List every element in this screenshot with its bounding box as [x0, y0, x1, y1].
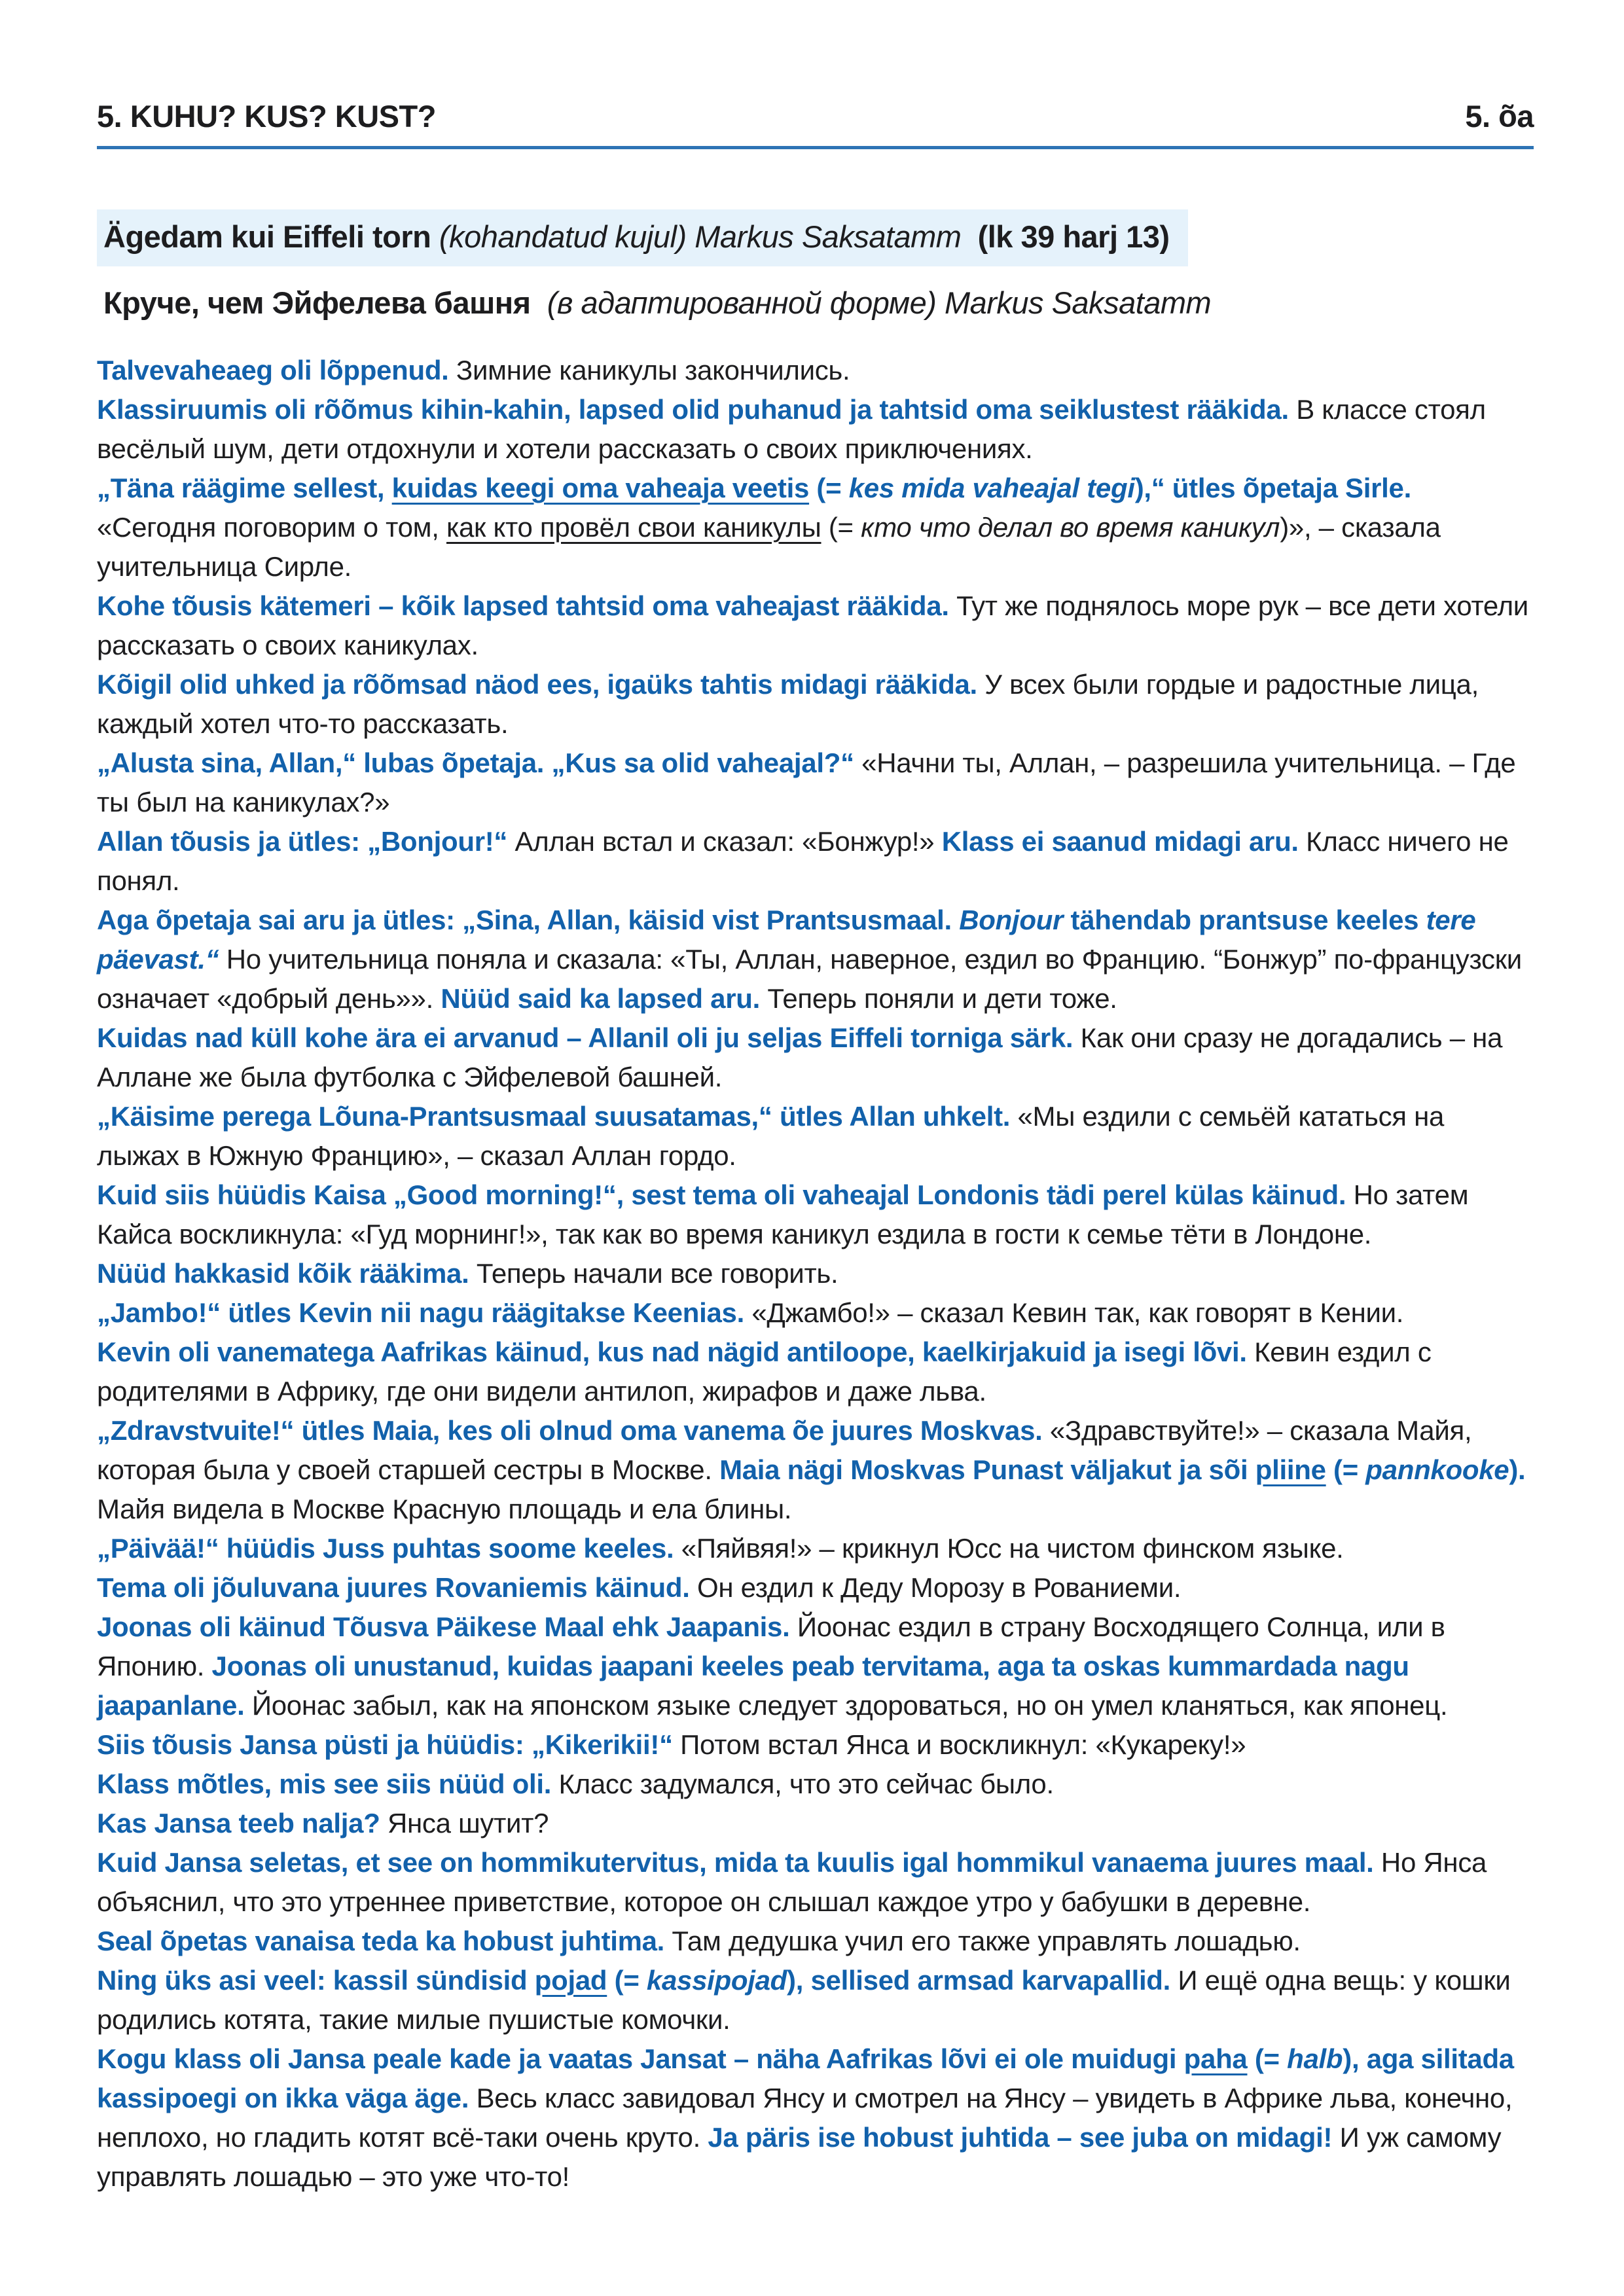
text-segment: (	[439, 219, 450, 254]
story-paragraph	[97, 665, 1534, 744]
text-segment: Allan tõusis ja ütles: „Bonjour!“	[97, 826, 508, 857]
text-segment: Как они сразу не догадались – на Аллане же была футболка с Эйфелевой башней.	[97, 1022, 1510, 1092]
story-paragraph	[97, 586, 1534, 665]
story-paragraph	[97, 1568, 1534, 1607]
text-segment	[961, 219, 977, 254]
text-segment: Klassiruumis oli rõõmus kihin-kahin, lapsed olid puhanud ja tahtsid oma seiklustest rääkida.	[97, 394, 1289, 425]
text-segment: Nüüd hakkasid kõik rääkima.	[97, 1258, 469, 1289]
text-segment: (=	[821, 512, 861, 543]
text-segment: Но учительница поняла и сказала: «Ты, Аллан, наверное, ездил во Францию. “Бонжур” по-французски означает «добрый день»».	[97, 944, 1530, 1014]
text-segment: Весь класс завидовал Янсу и смотрел на Янсу – увидеть в Африке льва, конечно, неплохо, но гладить котят всё-таки очень круто.	[97, 2083, 1520, 2153]
text-segment: „Jambo!“ ütles Kevin nii nagu räägitakse Keenias.	[97, 1297, 744, 1328]
text-segment: «Здравствуйте!» – сказала Майя, которая была у своей старшей сестры в Москве.	[97, 1415, 1479, 1485]
text-segment: Kogu klass oli Jansa peale kade ja vaatas Jansat – näha Aafrikas lõvi ei ole muidugi	[97, 2043, 1184, 2074]
text-segment: halb	[1287, 2043, 1343, 2074]
text-segment	[936, 285, 945, 320]
text-segment: tere päevast.“	[97, 905, 1483, 975]
text-segment: «Джамбо!» – сказал Кевин так, как говорят в Кении.	[744, 1297, 1404, 1328]
story-paragraph	[97, 1254, 1534, 1293]
text-segment: Kevin oli vanematega Aafrikas käinud, kus nad nägid antiloope, kaelkirjakuid ja isegi lõvi.	[97, 1336, 1247, 1367]
story-paragraph	[97, 1018, 1534, 1097]
page-header	[97, 98, 1534, 134]
text-segment: paha	[1183, 2043, 1248, 2074]
text-segment: Кевин ездил с родителями в Африку, где они видели антилоп, жирафов и даже льва.	[97, 1336, 1439, 1407]
story-paragraph	[97, 1529, 1534, 1568]
text-segment: ),“ ütles õpetaja Sirle.	[1134, 473, 1411, 503]
story-paragraph	[97, 1175, 1534, 1254]
story-paragraph	[97, 1607, 1534, 1725]
story-paragraph	[97, 1333, 1534, 1411]
section-title: 5. KUHU? KUS? KUST?	[97, 99, 436, 134]
text-segment: kuidas keegi oma vaheaja veetis	[391, 473, 810, 503]
text-segment	[531, 285, 547, 320]
text-segment: Klass ei saanud midagi aru.	[941, 826, 1299, 857]
text-segment: kassipojad	[646, 1965, 787, 1996]
header-rule	[97, 146, 1534, 149]
text-segment: Kas Jansa teeb nalja?	[97, 1808, 380, 1839]
text-segment: кто что делал во время каникул	[861, 512, 1280, 543]
story-paragraph	[97, 1293, 1534, 1333]
text-segment: Talvevaheaeg oli lõppenud.	[97, 355, 449, 386]
text-segment: pannkooke	[1365, 1454, 1509, 1485]
text-segment: )», – сказала учительница Сирле.	[97, 512, 1449, 582]
story-paragraph	[97, 744, 1534, 822]
text-segment: Ägedam kui Eiffeli torn	[103, 219, 439, 254]
story-paragraph	[97, 1097, 1534, 1175]
text-segment: Klass mõtles, mis see siis nüüd oli.	[97, 1768, 552, 1799]
text-segment: (=	[1247, 2043, 1288, 2074]
text-segment: Kõigil olid uhked ja rõõmsad näod ees, igaüks tahtis midagi rääkida.	[97, 669, 977, 700]
text-segment: «Начни ты, Аллан, – разрешила учительница. – Где ты был на каникулах?»	[97, 747, 1523, 817]
text-segment: (=	[607, 1965, 647, 1996]
text-segment: Там дедушка учил его также управлять лошадью.	[664, 1926, 1301, 1956]
text-segment: Теперь начали все говорить.	[469, 1258, 839, 1289]
text-segment: Joonas oli käinud Tõusva Päikese Maal ehk Jaapanis.	[97, 1611, 790, 1642]
text-segment: (=	[1326, 1454, 1366, 1485]
text-segment: Потом встал Янса и воскликнул: «Кукареку!»	[672, 1729, 1246, 1760]
text-segment: „Päivää!“ hüüdis Juss puhtas soome keeles.	[97, 1533, 674, 1564]
story-title-russian	[97, 285, 1534, 321]
text-segment: И ещё одна вещь: у кошки родились котята, такие милые пушистые комочки.	[97, 1965, 1518, 2035]
text-segment: „Käisime perega Lõuna-Prantsusmaal suusatamas,“ ütles Allan uhkelt.	[97, 1101, 1011, 1132]
text-segment: Bonjour	[959, 905, 1064, 935]
text-segment: Aga õpetaja sai aru ja ütles: „Sina, Allan, käisid vist Prantsusmaal.	[97, 905, 960, 935]
text-segment: ), aga silitada kassipoegi on ikka väga äge.	[97, 2043, 1522, 2113]
story-paragraph	[97, 2039, 1534, 2197]
text-segment: У всех были гордые и радостные лица, каждый хотел что-то рассказать.	[97, 669, 1487, 739]
text-segment: «Пяйвяя!» – крикнул Юсс на чистом финском языке.	[674, 1533, 1344, 1564]
text-segment: Тут же поднялось море рук – все дети хотели рассказать о своих каникулах.	[97, 590, 1536, 660]
text-segment: pojad	[534, 1965, 607, 1996]
text-segment: Йоонас забыл, как на японском языке следует здороваться, но он умел кланяться, как японец.	[244, 1690, 1448, 1721]
story-paragraph	[97, 1765, 1534, 1804]
text-segment: „Alusta sina, Allan,“ lubas õpetaja. „Kus sa olid vaheajal?“	[97, 747, 854, 778]
text-segment: как кто провёл свои каникулы	[446, 512, 821, 543]
text-segment	[687, 219, 695, 254]
story-paragraph	[97, 351, 1534, 390]
title-highlight	[97, 209, 1188, 266]
story-paragraph	[97, 1843, 1534, 1922]
text-segment: Зимние каникулы закончились.	[448, 355, 850, 386]
text-segment: Класс задумался, что это сейчас было.	[551, 1768, 1054, 1799]
text-segment: И уж самому управлять лошадью – это уже что-то!	[97, 2122, 1509, 2192]
text-segment: )	[676, 219, 687, 254]
story-paragraph	[97, 901, 1534, 1018]
text-segment: Но Янса объяснил, что это утреннее приветствие, которое он слышал каждое утро у бабушки в деревне.	[97, 1847, 1494, 1917]
text-segment: Теперь поняли и дети тоже.	[759, 983, 1117, 1014]
text-segment: «Мы ездили с семьёй кататься на лыжах в Южную Францию», – сказал Аллан гордо.	[97, 1101, 1452, 1171]
text-segment: Markus Saksatamm	[695, 219, 962, 254]
story-paragraph	[97, 469, 1534, 586]
text-segment: «Сегодня поговорим о том,	[97, 473, 1419, 543]
story-paragraph	[97, 1922, 1534, 1961]
class-label: 5. õa	[1465, 99, 1534, 134]
text-segment: Ja päris ise hobust juhtida – see juba on midagi!	[708, 2122, 1333, 2153]
text-segment: Kuid siis hüüdis Kaisa „Good morning!“, sest tema oli vaheajal Londonis tädi perel külas käinud.	[97, 1179, 1346, 1210]
text-segment: ).	[1509, 1454, 1526, 1485]
text-segment: Nüüd said ka lapsed aru.	[441, 983, 760, 1014]
story-title-estonian	[97, 209, 1534, 266]
text-segment: Seal õpetas vanaisa teda ka hobust juhtima.	[97, 1926, 665, 1956]
text-segment: kohandatud kujul	[449, 219, 677, 254]
text-segment: (lk 39 harj 13)	[977, 219, 1170, 254]
text-segment: Йоонас ездил в страну Восходящего Солнца, или в Японию.	[97, 1611, 1453, 1681]
text-segment: Kuidas nad küll kohe ära ei arvanud – Allanil oli ju seljas Eiffeli torniga särk.	[97, 1022, 1074, 1053]
text-segment: Янса шутит?	[380, 1808, 549, 1839]
text-segment: Но затем Кайса воскликнула: «Гуд морнинг!», так как во время каникул ездила в гости к семье тёти в Лондоне.	[97, 1179, 1476, 1249]
text-segment: Kohe tõusis kätemeri – kõik lapsed tahtsid oma vaheajast rääkida.	[97, 590, 949, 621]
text-segment: В классе стоял весёлый шум, дети отдохнули и хотели рассказать о своих приключениях.	[97, 394, 1494, 464]
text-segment: (в адаптированной форме)	[547, 285, 937, 320]
story-paragraph	[97, 1411, 1534, 1529]
text-segment: Ning üks asi veel: kassil sündisid	[97, 1965, 535, 1996]
text-segment: Markus Saksatamm	[944, 285, 1212, 320]
text-segment: Он ездил к Деду Морозу в Рованиеми.	[689, 1572, 1182, 1603]
text-segment: Майя видела в Москве Красную площадь и ела блины.	[97, 1454, 1533, 1524]
story-paragraph	[97, 1804, 1534, 1843]
text-segment: Круче, чем Эйфелева башня	[103, 285, 531, 320]
text-segment: Kuid Jansa seletas, et see on hommikutervitus, mida ta kuulis igal hommikul vanaema juures maal.	[97, 1847, 1374, 1878]
text-segment: (=	[809, 473, 849, 503]
text-segment: ), sellised armsad karvapallid.	[787, 1965, 1171, 1996]
story-paragraph	[97, 390, 1534, 469]
text-segment: tähendab prantsuse keeles	[1063, 905, 1426, 935]
text-segment: „Zdravstvuite!“ ütles Maia, kes oli olnud oma vanema õe juures Moskvas.	[97, 1415, 1043, 1446]
text-segment: Tema oli jõuluvana juures Rovaniemis käinud.	[97, 1572, 690, 1603]
text-segment: Joonas oli unustanud, kuidas jaapani keeles peab tervitama, aga ta oskas kummardada nagu jaapanlane.	[97, 1651, 1417, 1721]
story-paragraph	[97, 1725, 1534, 1765]
text-segment: Аллан встал и сказал: «Бонжур!»	[507, 826, 942, 857]
text-segment: kes mida vaheajal tegi	[848, 473, 1135, 503]
text-segment: Maia nägi Moskvas Punast väljakut ja sõi	[719, 1454, 1255, 1485]
story-paragraph	[97, 822, 1534, 901]
text-segment: Класс ничего не понял.	[97, 826, 1516, 896]
story-text	[97, 351, 1534, 2197]
text-segment: Siis tõusis Jansa püsti ja hüüdis: „Kikerikii!“	[97, 1729, 673, 1760]
story-paragraph	[97, 1961, 1534, 2039]
text-segment: „Täna räägime sellest,	[97, 473, 392, 503]
text-segment: pliine	[1255, 1454, 1326, 1485]
